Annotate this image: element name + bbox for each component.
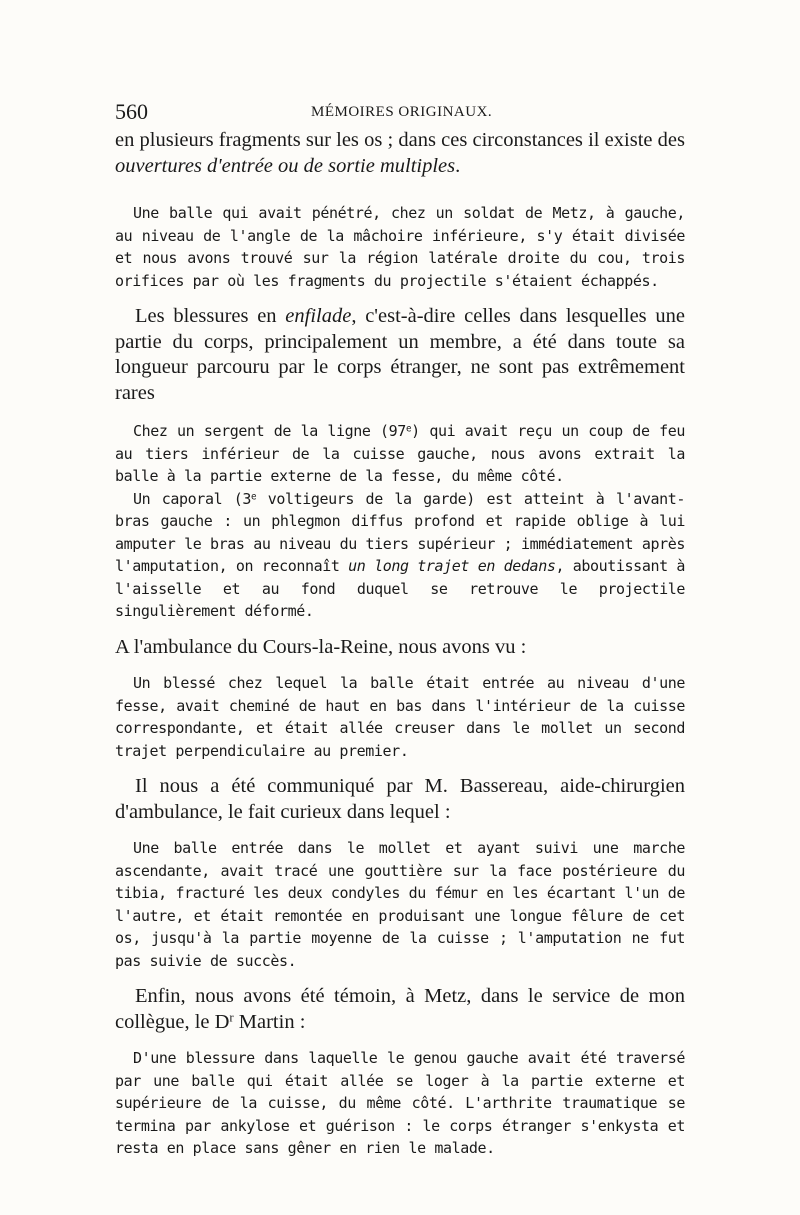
superscript: e: [405, 423, 412, 435]
text-span: voltigeurs de la garde) est atteint à l'avant-bras gauche : un phlegmon diffus profond et rapide oblige à lui amputer le bras au niveau du tiers supérieur ; immédiatement après l'amputation, on reconnaît: [115, 489, 685, 575]
page-header: [115, 99, 685, 125]
italic-phrase: enfilade: [285, 305, 352, 327]
text-span: en plusieurs fragments sur les os ; dans ces circonstances il existe des: [115, 129, 685, 151]
text-span: , aboutissant à l'aisselle et au fond duquel se retrouve le projectile singulièrement déformé.: [115, 557, 686, 620]
paragraph-7: Un blessé chez lequel la balle était entrée au niveau d'une fesse, avait cheminé de haut en bas dans l'intérieur de la cuisse correspondante, et était allée creuser dans le mollet un second trajet perpendiculaire au premier.: [115, 674, 685, 760]
paragraph-5: [115, 488, 685, 623]
italic-phrase: un long trajet en dedans: [348, 557, 556, 575]
paragraph-8: Il nous a été communiqué par M. Bassereau, aide-chirurgien d'ambulance, le fait curieux dans lequel :: [115, 775, 685, 823]
text-span: .: [455, 154, 461, 177]
text-span: Enfin, nous avons été témoin, à Metz, dans le service de mon collègue, le D: [115, 985, 685, 1033]
text-span: Un caporal (3: [133, 489, 251, 508]
paragraph-9: Une balle entrée dans le mollet et ayant suivi une marche ascendante, avait tracé une gouttière sur la face postérieure du tibia, fracturé les deux condyles du fémur en les écartant l'un de l'autre, et était remontée en produisant une longue fêlure de cet os, jusqu'à la partie moyenne de la cuisse ; l'amputation ne fut pas suivie de succès.: [115, 839, 685, 970]
superscript: r: [229, 1010, 234, 1025]
paragraph-3: [115, 304, 685, 406]
paragraph-1: [115, 128, 685, 179]
text-span: , c'est-à-dire celles dans lesquelles une partie du corps, principalement un membre, a été dans toute sa longueur parcouru par le corps étranger, ne sont pas extrêmement rares: [115, 305, 685, 404]
running-title: MÉMOIRES ORIGINAUX.: [311, 104, 493, 120]
body-text: [115, 128, 685, 1160]
superscript: e: [251, 490, 257, 502]
paragraph-10: [115, 984, 685, 1035]
paragraph-4: [115, 420, 685, 488]
text-span: Martin :: [233, 1010, 306, 1033]
text-span: Les blessures en: [135, 305, 286, 327]
paragraph-6: A l'ambulance du Cours-la-Reine, nous avons vu :: [115, 635, 527, 658]
paragraph-11: D'une blessure dans laquelle le genou gauche avait été traversé par une balle qui était allée se loger à la partie externe et supérieure de la cuisse, du même côté. L'arthrite traumatique se termina par ankylose et guérison : le corps étranger s'enkysta et resta en place sans gêner en rien le malade.: [115, 1049, 685, 1157]
text-span: Chez un sergent de la ligne (97: [133, 422, 406, 440]
text-span: ) qui avait reçu un coup de feu au tiers inférieur de la cuisse gauche, nous avons extrait la balle à la partie externe de la fesse, du même côté.: [115, 422, 685, 485]
page-number: 560: [115, 99, 148, 124]
italic-phrase: ouvertures d'entrée ou de sortie multiples: [115, 154, 456, 177]
paragraph-2: Une balle qui avait pénétré, chez un soldat de Metz, à gauche, au niveau de l'angle de la mâchoire inférieure, s'y était divisée et nous avons trouvé sur la région latérale droite du cou, trois orifices par où les fragments du projectile s'étaient échappés.: [115, 204, 685, 290]
